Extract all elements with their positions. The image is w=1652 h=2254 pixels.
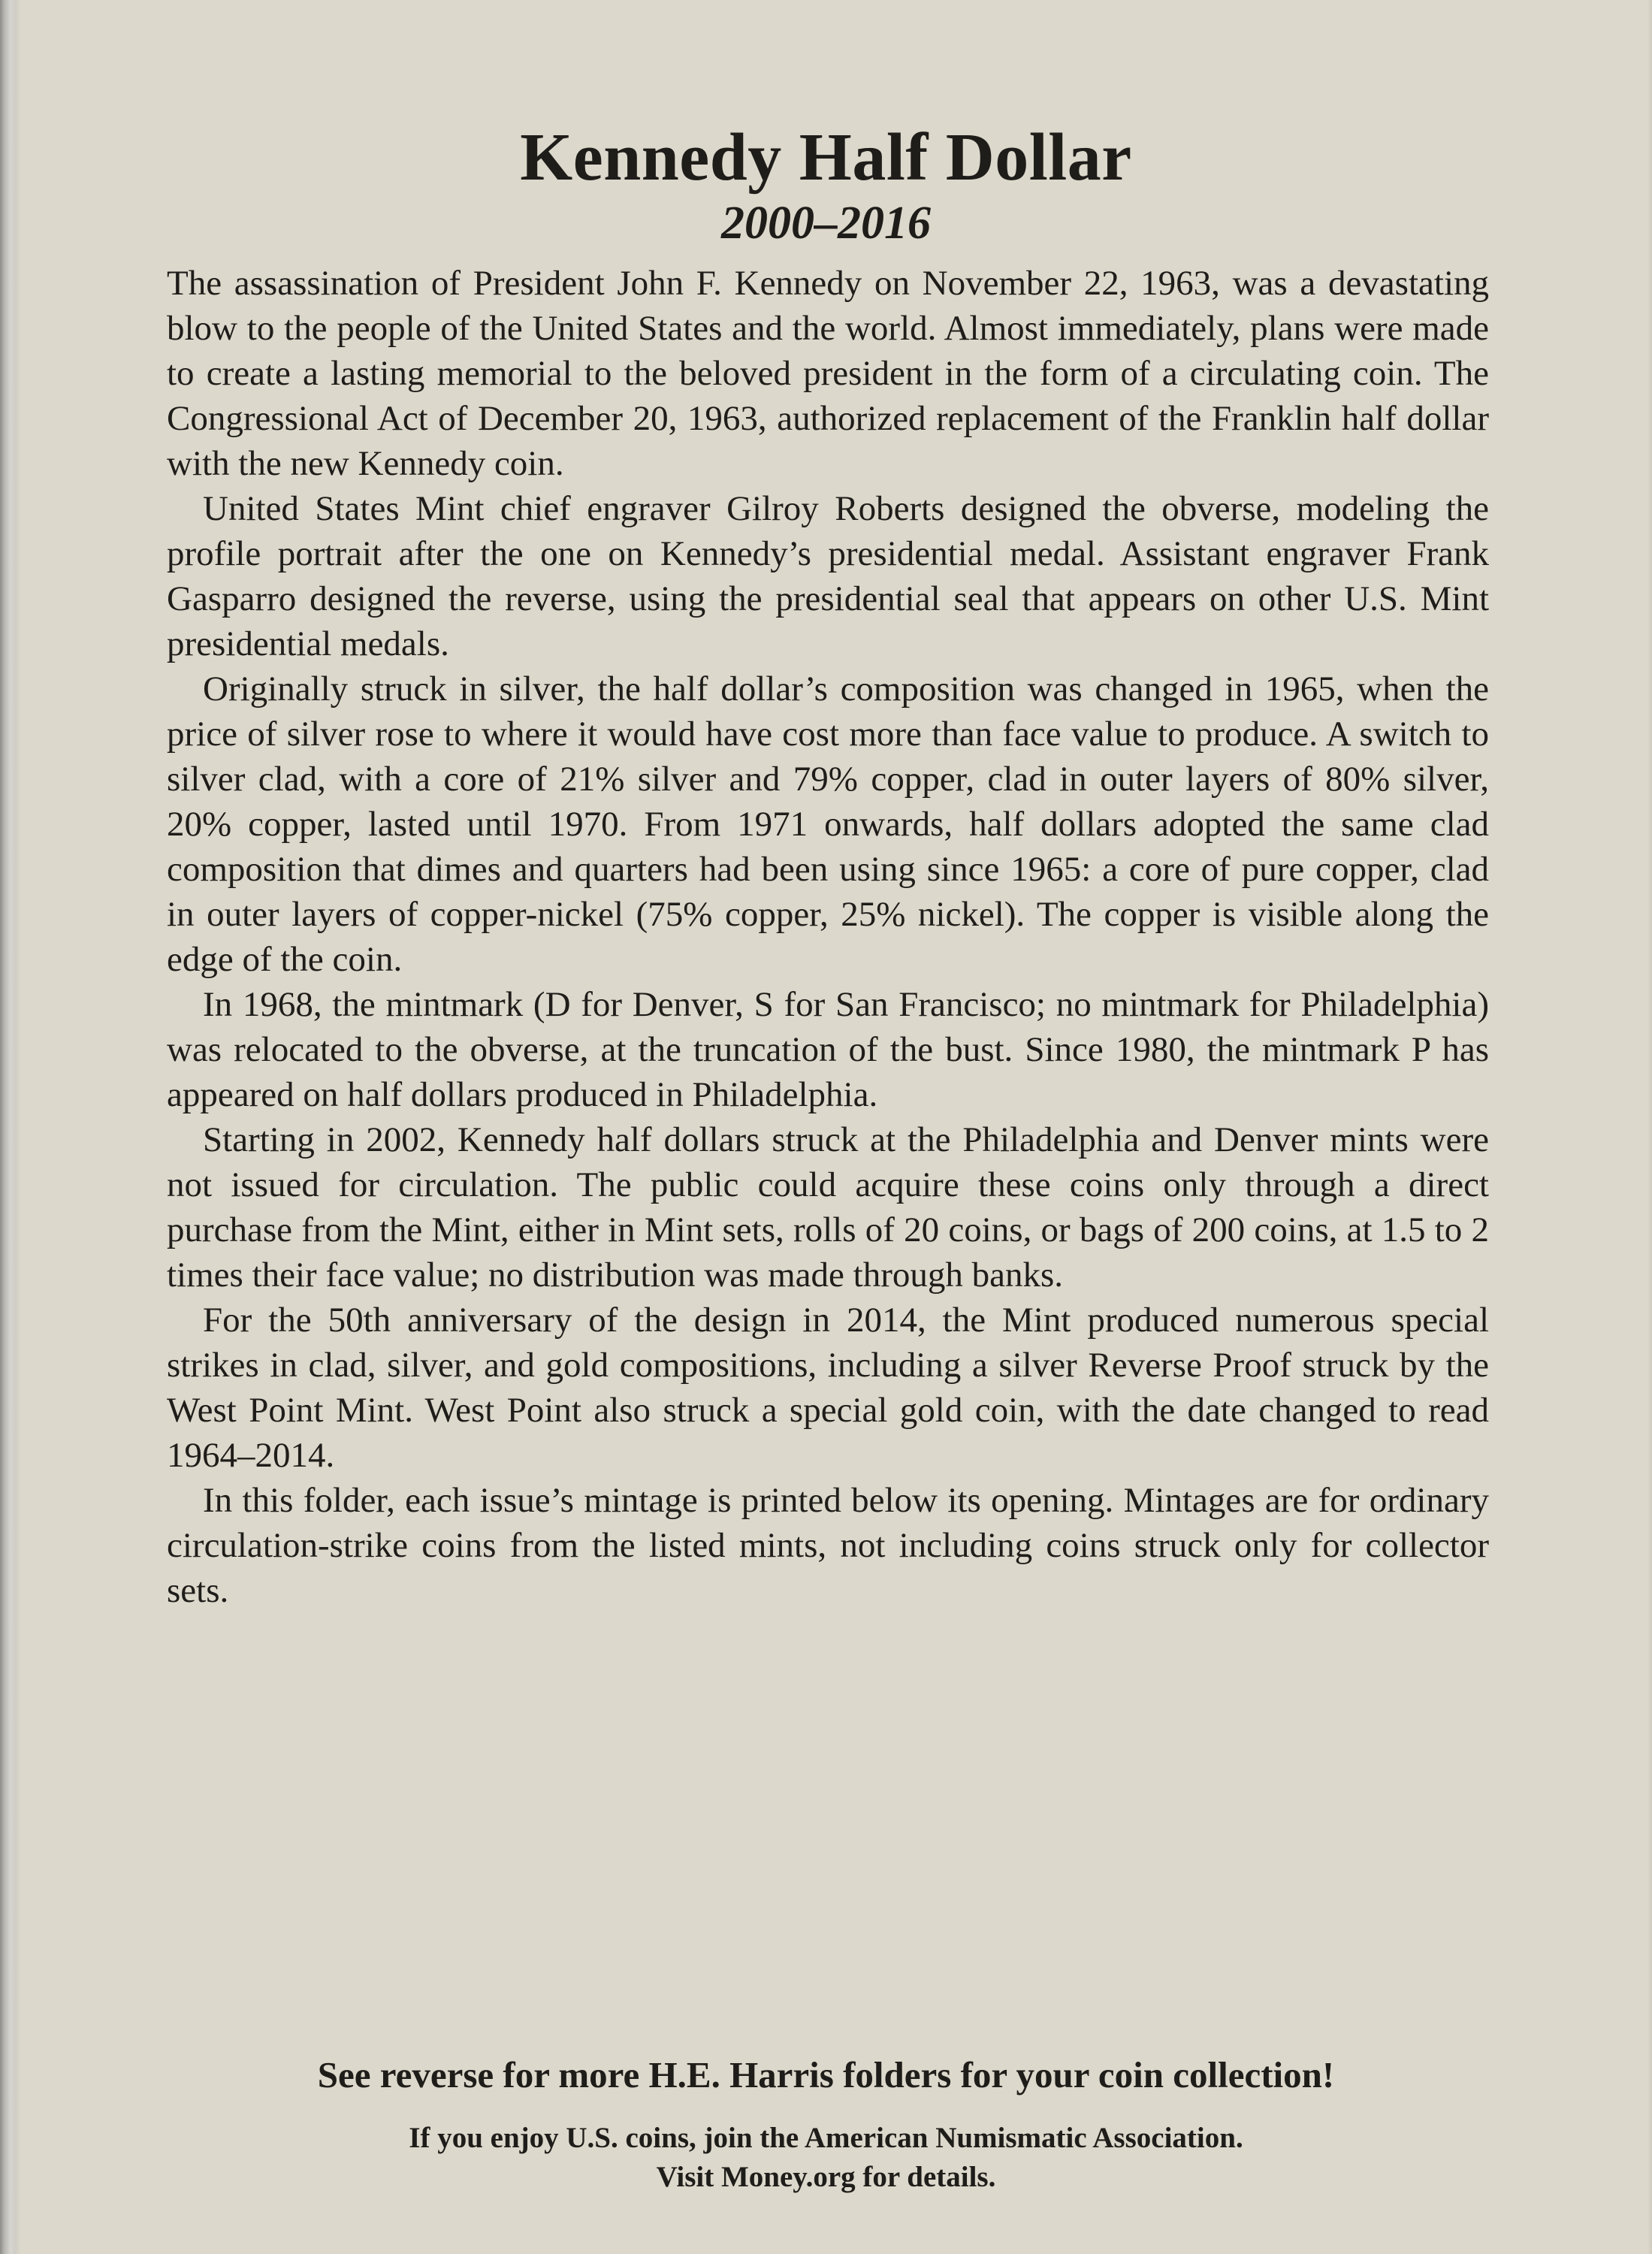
ana-website-line: Visit Money.org for details.	[656, 2161, 996, 2193]
ana-info	[0, 2119, 1652, 2197]
ana-join-line: If you enjoy U.S. coins, join the American Numismatic Association.	[409, 2122, 1243, 2154]
page-edge	[1647, 0, 1652, 2254]
page-title: Kennedy Half Dollar	[520, 120, 1132, 195]
paragraph-anniversary: For the 50th anniversary of the design in 2014, the Mint produced numerous special strikes in clad, silver, and gold compositions, including a silver Reverse Proof struck by the West Point Mint. West Point also struck a special gold coin, with the date changed to read 1964–2014.	[167, 1301, 1489, 1475]
paragraph-folder-note: In this folder, each issue’s mintage is printed below its opening. Mintages are for ordinary circulation-strike coins from the listed mints, not including coins struck only for collector sets.	[167, 1481, 1489, 1610]
paragraph-circulation: Starting in 2002, Kennedy half dollars struck at the Philadelphia and Denver mints were not issued for circulation. The public could acquire these coins only through a direct purchase from the Mint, either in Mint sets, rolls of 20 coins, or bags of 200 coins, at 1.5 to 2 times their face value; no distribution was made through banks.	[167, 1120, 1489, 1295]
body-text	[167, 261, 1489, 1613]
paragraph-composition: Originally struck in silver, the half dollar’s composition was changed in 1965, when the price of silver rose to where it would have cost more than face value to produce. A switch to silver clad, with a core of 21% silver and 79% copper, clad in outer layers of 80% silver, 20% copper, lasted until 1970. From 1971 onwards, half dollars adopted the same clad composition that dimes and quarters had been using since 1965: a core of pure copper, clad in outer layers of copper-nickel (75% copper, 25% nickel). The copper is visible along the edge of the coin.	[167, 669, 1489, 979]
date-range-subtitle: 2000–2016	[721, 198, 931, 249]
paragraph-designers: United States Mint chief engraver Gilroy Roberts designed the obverse, modeling the profile portrait after the one on Kennedy’s presidential medal. Assistant engraver Frank Gasparro designed the reverse, using the presidential seal that appears on other U.S. Mint presidential medals.	[167, 489, 1489, 663]
paragraph-mintmark: In 1968, the mintmark (D for Denver, S for San Francisco; no mintmark for Philadelphia) was relocated to the obverse, at the truncation of the bust. Since 1980, the mintmark P has appeared on half dollars produced in Philadelphia.	[167, 985, 1489, 1114]
binding-edge	[0, 0, 21, 2254]
paragraph-assassination: The assassination of President John F. Kennedy on November 22, 1963, was a devastating blow to the people of the United States and the world. Almost immediately, plans were made to create a lasting memorial to the beloved president in the form of a circulating coin. The Congressional Act of December 20, 1963, authorized replacement of the Franklin half dollar with the new Kennedy coin.	[167, 264, 1489, 483]
reverse-folders-callout: See reverse for more H.E. Harris folders for your coin collection!	[317, 2054, 1335, 2095]
